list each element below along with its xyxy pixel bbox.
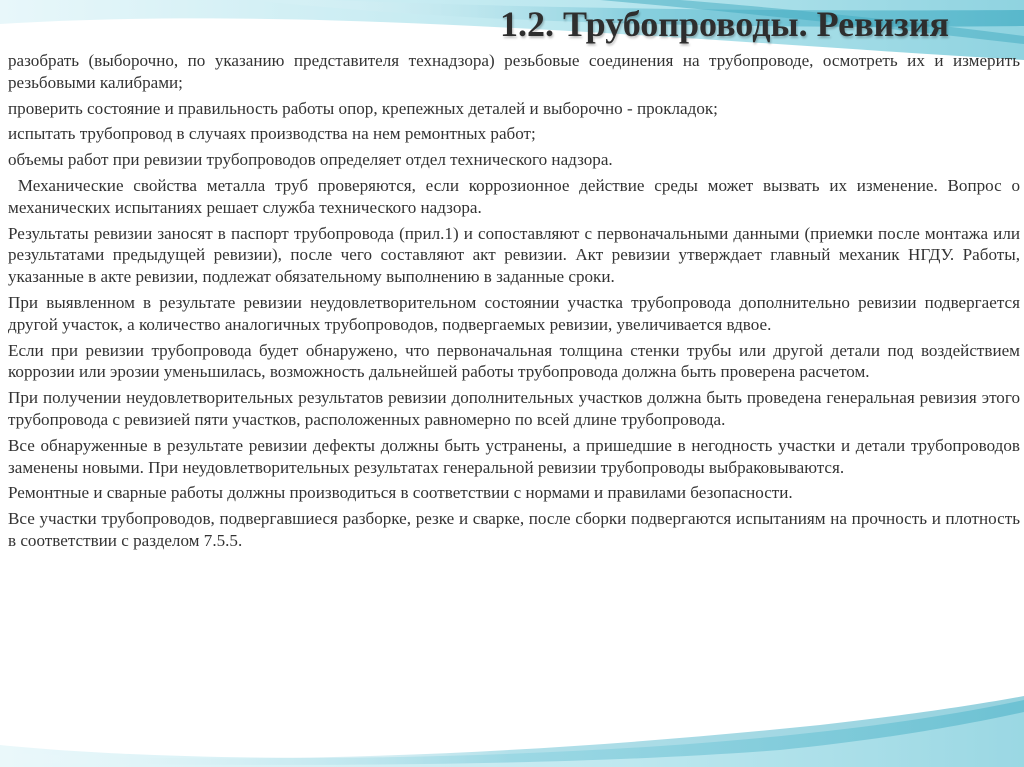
paragraph: При выявленном в результате ревизии неудовлетворительном состоянии участка трубопровода дополнительно ревизии подвергается другой участок, а количество аналогичных трубопроводов, подвергаемых ревизии, увеличивается вдвое. — [8, 292, 1020, 334]
paragraph: Все обнаруженные в результате ревизии дефекты должны быть устранены, а пришедшие в негодность участки и детали трубопроводов заменены новыми. При неудовлетворительных результатах генеральной ревизии трубопроводы выбраковываются. — [8, 435, 1020, 477]
slide-title: 1.2. Трубопроводы. Ревизия — [500, 4, 949, 44]
paragraph: Результаты ревизии заносят в паспорт трубопровода (прил.1) и сопоставляют с первоначальными данными (приемки после монтажа или результатами предыдущей ревизии), после чего составляют акт ревизии. Акт ревизии утверждает главный механик НГДУ. Работы, указанные в акте ревизии, подлежат обязательному выполнению в заданные сроки. — [8, 223, 1020, 287]
paragraph: При получении неудовлетворительных результатов ревизии дополнительных участков должна быть проведена генеральная ревизия этого трубопровода с ревизией пяти участков, расположенных равномерно по всей длине трубопровода. — [8, 388, 1020, 429]
paragraph: Механические свойства металла труб проверяются, если коррозионное действие среды может вызвать их изменение. Вопрос о механических испытаниях решает служба технического надзора. — [8, 175, 1020, 217]
paragraph: проверить состояние и правильность работы опор, крепежных деталей и выборочно - прокладок; — [8, 98, 718, 118]
paragraph: испытать трубопровод в случаях производства на нем ремонтных работ; — [8, 124, 536, 144]
paragraph: Все участки трубопроводов, подвергавшиеся разборке, резке и сварке, после сборки подвергаются испытаниям на прочность и плотность в соответствии с разделом 7.5.5. — [8, 509, 1020, 550]
content-body — [8, 50, 1020, 762]
paragraph: Если при ревизии трубопровода будет обнаружено, что первоначальная толщина стенки трубы или другой детали под воздействием коррозии или эрозии уменьшилась, возможность дальнейшей работы трубопровода должна быть проверена расчетом. — [8, 340, 1020, 382]
paragraph: объемы работ при ревизии трубопроводов определяет отдел технического надзора. — [8, 150, 613, 170]
paragraph: разобрать (выборочно, по указанию представителя технадзора) резьбовые соединения на трубопроводе, осмотреть их и измерить резьбовыми калибрами; — [8, 51, 1020, 92]
paragraph: Ремонтные и сварные работы должны производиться в соответствии с нормами и правилами безопасности. — [8, 483, 793, 503]
